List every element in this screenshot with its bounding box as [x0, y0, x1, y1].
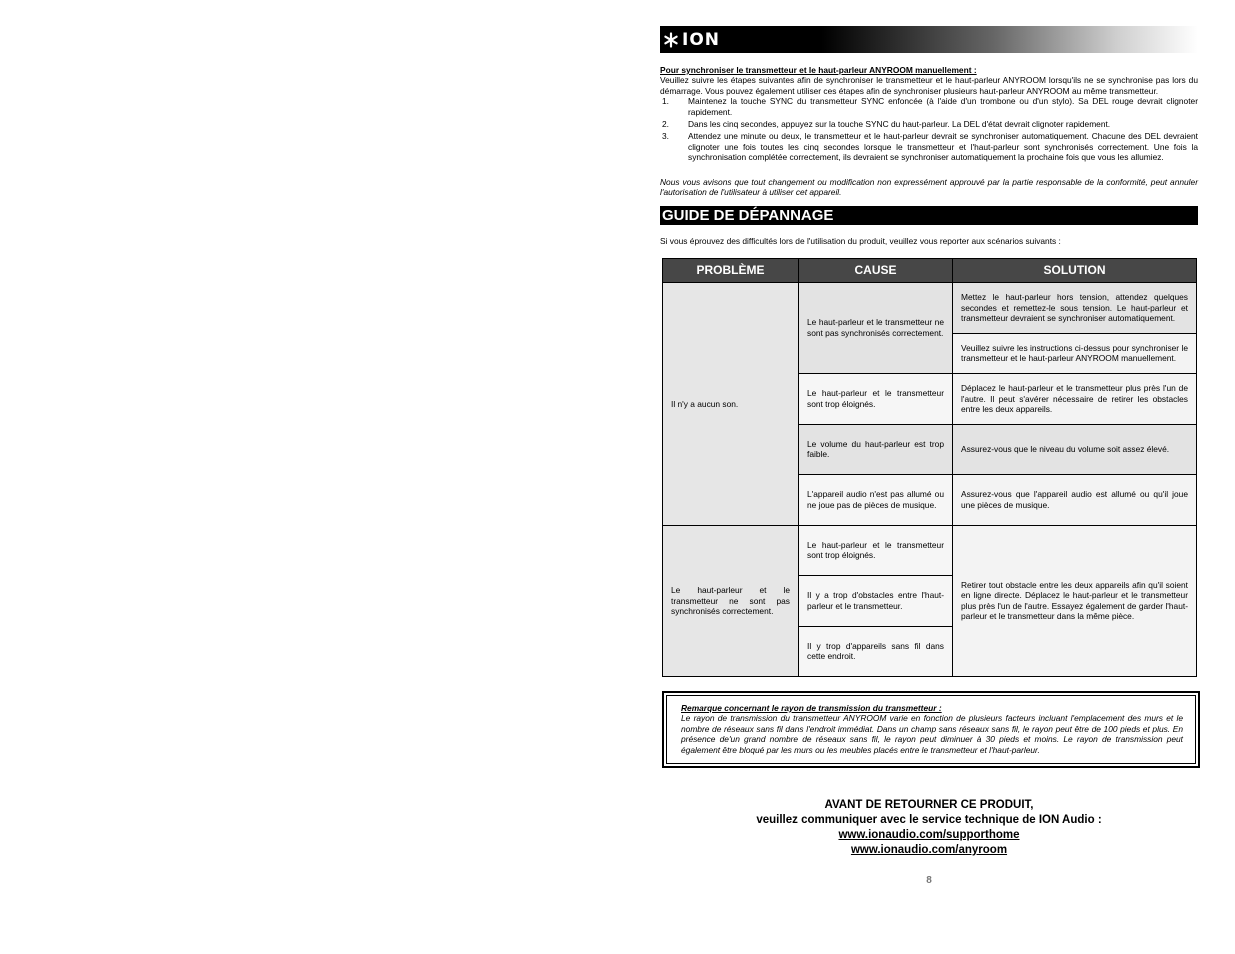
solution-cell: Assurez-vous que l'appareil audio est allumé ou qu'il joue une pièces de musique. — [953, 474, 1197, 525]
sync-step — [660, 119, 1198, 129]
sync-intro: Veuillez suivre les étapes suivantes afin de synchroniser le transmetteur et le haut-parleur ANYROOM lorsqu'ils ne se synchronise pas lors du démarrage. Vous pouvez également utiliser ces étapes afin de synchroniser plusieurs haut-parleur ANYROOM au même transmetteur. — [660, 75, 1198, 96]
remark-body: Le rayon de transmission du transmetteur ANYROOM varie en fonction de plusieurs facteurs incluant l'emplacement des murs et le nombre de réseaux sans fil dans l'endroit immédiat. Dans un champ sans réseaux sans fil, le rayon peut être de 100 pieds et plus. En présence de'un grand nombre de réseaux sans fil, le rayon peut diminuer à 30 pieds et moins. Le rayon de transmission peut également être bloqué par les murs ou les meubles placés entre le transmetteur et l'haut-parleur. — [681, 713, 1183, 755]
step-number: 1. — [662, 96, 669, 107]
support-link[interactable]: www.ionaudio.com/supporthome — [838, 828, 1020, 841]
cause-cell: Il y a trop d'obstacles entre l'haut-parleur et le transmetteur. — [799, 575, 953, 626]
cause-cell: Il y trop d'appareils sans fil dans cette endroit. — [799, 626, 953, 676]
manual-page — [660, 26, 1198, 886]
page-number: 8 — [926, 874, 932, 886]
cause-cell: Le haut-parleur et le transmetteur sont trop éloignés. — [799, 373, 953, 424]
troubleshooting-title: GUIDE DE DÉPANNAGE — [660, 206, 1198, 225]
sync-step — [660, 131, 1198, 162]
cause-cell: Le haut-parleur et le transmetteur sont trop éloignés. — [799, 525, 953, 575]
step-number: 3. — [662, 131, 669, 142]
problem-cell: Il n'y a aucun son. — [663, 282, 799, 525]
sync-step — [660, 96, 1198, 117]
troubleshooting-table — [662, 258, 1197, 677]
header-cause: CAUSE — [799, 258, 953, 282]
header-problem: PROBLÈME — [663, 258, 799, 282]
logo-text: ION — [682, 29, 721, 50]
troubleshooting-intro: Si vous éprouvez des difficultés lors de l'utilisation du produit, veuillez vous reporter aux scénarios suivants : — [660, 236, 1061, 247]
cause-cell: Le haut-parleur et le transmetteur ne sont pas synchronisés correctement. — [799, 282, 953, 373]
step-text: Maintenez la touche SYNC du transmetteur SYNC enfoncée (à l'aide d'un trombone ou d'un stylo). Sa DEL rouge devrait clignoter rapidement. — [688, 96, 1198, 117]
solution-cell: Retirer tout obstacle entre les deux appareils afin qu'il soient en ligne directe. Déplacez le haut-parleur et le transmetteur plus près l'un de l'autre. Essayez également de garder l'haut-parleur et le transmetteur dans la même pièce. — [953, 525, 1197, 676]
sync-steps — [660, 96, 1198, 162]
cause-cell: Le volume du haut-parleur est trop faible. — [799, 424, 953, 474]
remark-inner — [666, 695, 1196, 764]
contact-block — [660, 798, 1198, 858]
contact-line-1: AVANT DE RETOURNER CE PRODUIT, — [824, 798, 1034, 811]
remark-box — [662, 691, 1200, 768]
anyroom-link[interactable]: www.ionaudio.com/anyroom — [850, 843, 1008, 856]
ion-star-icon — [663, 32, 679, 48]
solution-cell: Mettez le haut-parleur hors tension, attendez quelques secondes et remettez-le sous tension. Le haut-parleur et transmetteur devraient se synchroniser automatiquement. — [953, 282, 1197, 333]
compliance-notice: Nous vous avisons que tout changement ou modification non expressément approuvé par la partie responsable de la conformité, peut annuler l'autorisation de l'utilisateur à utiliser cet appareil. — [660, 176, 1198, 198]
brand-header-bar — [660, 26, 1198, 53]
step-text: Attendez une minute ou deux, le transmetteur et le haut-parleur devrait se synchroniser automatiquement. Chacune des DEL devraient clignoter une fois toutes les cinq secondes lorsque le transmetteur et l'haut-parleur sont synchronisés correctement. Une fois la synchronisation complétée correctement, ils devraient se synchroniser automatiquement la prochaine fois que vous les allumiez. — [688, 131, 1198, 163]
solution-cell: Assurez-vous que le niveau du volume soit assez élevé. — [953, 424, 1197, 474]
remark-title: Remarque concernant le rayon de transmission du transmetteur : — [681, 702, 942, 713]
ion-logo — [663, 30, 720, 50]
cause-cell: L'appareil audio n'est pas allumé ou ne joue pas de pièces de musique. — [799, 474, 953, 525]
step-number: 2. — [662, 119, 669, 130]
header-solution: SOLUTION — [953, 258, 1197, 282]
sync-section-title: Pour synchroniser le transmetteur et le haut-parleur ANYROOM manuellement : — [660, 65, 977, 75]
step-text: Dans les cinq secondes, appuyez sur la touche SYNC du haut-parleur. La DEL d'état devrait clignoter rapidement. — [688, 119, 1111, 130]
solution-cell: Veuillez suivre les instructions ci-dessus pour synchroniser le transmetteur et le haut-parleur ANYROOM manuellement. — [953, 333, 1197, 373]
contact-line-2: veuillez communiquer avec le service technique de ION Audio : — [756, 813, 1102, 826]
solution-cell: Déplacez le haut-parleur et le transmetteur plus près l'un de l'autre. Il peut s'avérer nécessaire de retirer les obstacles entre les deux appareils. — [953, 373, 1197, 424]
problem-cell: Le haut-parleur et le transmetteur ne sont pas synchronisés correctement. — [663, 525, 799, 676]
